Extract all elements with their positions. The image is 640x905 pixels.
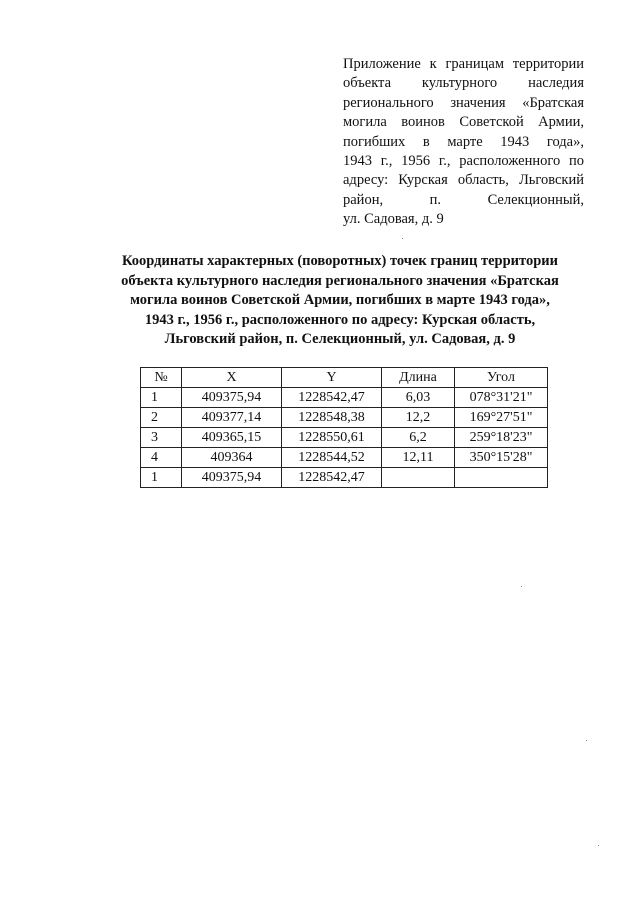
- cell-length: 12,11: [382, 448, 455, 468]
- scan-speck: [586, 740, 587, 741]
- scan-speck: [598, 845, 599, 846]
- cell-number: 4: [141, 448, 182, 468]
- cell-y: 1228550,61: [282, 428, 382, 448]
- cell-number: 1: [141, 388, 182, 408]
- cell-length: [382, 468, 455, 488]
- appendix-line: погибших в марте 1943 года»,: [343, 133, 584, 150]
- title-line: Льговский район, п. Селекционный, ул. Садовая, д. 9: [164, 331, 516, 348]
- cell-number: 2: [141, 408, 182, 428]
- table-row: [141, 448, 548, 468]
- cell-y: 1228542,47: [282, 468, 382, 488]
- cell-number: 3: [141, 428, 182, 448]
- cell-y: 1228548,38: [282, 408, 382, 428]
- appendix-line: 1943 г., 1956 г., расположенного по: [343, 153, 584, 170]
- cell-length: 6,03: [382, 388, 455, 408]
- cell-y: 1228544,52: [282, 448, 382, 468]
- cell-angle: 169°27'51": [455, 408, 548, 428]
- header-length: Длина: [382, 368, 455, 388]
- appendix-line: Приложение к границам территории: [343, 56, 584, 72]
- cell-number: 1: [141, 468, 182, 488]
- cell-angle: 350°15'28": [455, 448, 548, 468]
- appendix-note: [343, 55, 584, 230]
- appendix-line: ул. Садовая, д. 9: [343, 211, 444, 228]
- cell-x: 409375,94: [182, 468, 282, 488]
- coordinates-table: [140, 367, 548, 488]
- title-line: Координаты характерных (поворотных) точек границ территории: [122, 253, 558, 269]
- cell-x: 409365,15: [182, 428, 282, 448]
- table-row: [141, 428, 548, 448]
- document-title: [95, 252, 585, 350]
- header-y: Y: [282, 368, 382, 388]
- appendix-line: объекта культурного наследия: [343, 75, 584, 92]
- cell-angle: 078°31'21": [455, 388, 548, 408]
- header-angle: Угол: [455, 368, 548, 388]
- header-x: X: [182, 368, 282, 388]
- appendix-line: могила воинов Советской Армии,: [343, 114, 584, 131]
- appendix-line: адресу: Курская область, Льговский: [343, 172, 584, 189]
- cell-y: 1228542,47: [282, 388, 382, 408]
- header-number: №: [141, 368, 182, 388]
- table-row: [141, 408, 548, 428]
- title-line: 1943 г., 1956 г., расположенного по адресу: Курская область,: [144, 311, 536, 328]
- cell-length: 12,2: [382, 408, 455, 428]
- cell-length: 6,2: [382, 428, 455, 448]
- cell-x: 409364: [182, 448, 282, 468]
- cell-x: 409377,14: [182, 408, 282, 428]
- cell-x: 409375,94: [182, 388, 282, 408]
- table-row: [141, 388, 548, 408]
- table-header-row: [141, 368, 548, 388]
- appendix-line: регионального значения «Братская: [343, 94, 584, 111]
- cell-angle: [455, 468, 548, 488]
- scan-speck: [521, 586, 522, 587]
- cell-angle: 259°18'23": [455, 428, 548, 448]
- scan-speck: [402, 238, 403, 239]
- table-row: [141, 468, 548, 488]
- appendix-line: район, п. Селекционный,: [343, 191, 584, 208]
- title-line: объекта культурного наследия регионального значения «Братская: [121, 272, 559, 289]
- title-line: могила воинов Советской Армии, погибших в марте 1943 года»,: [130, 292, 550, 309]
